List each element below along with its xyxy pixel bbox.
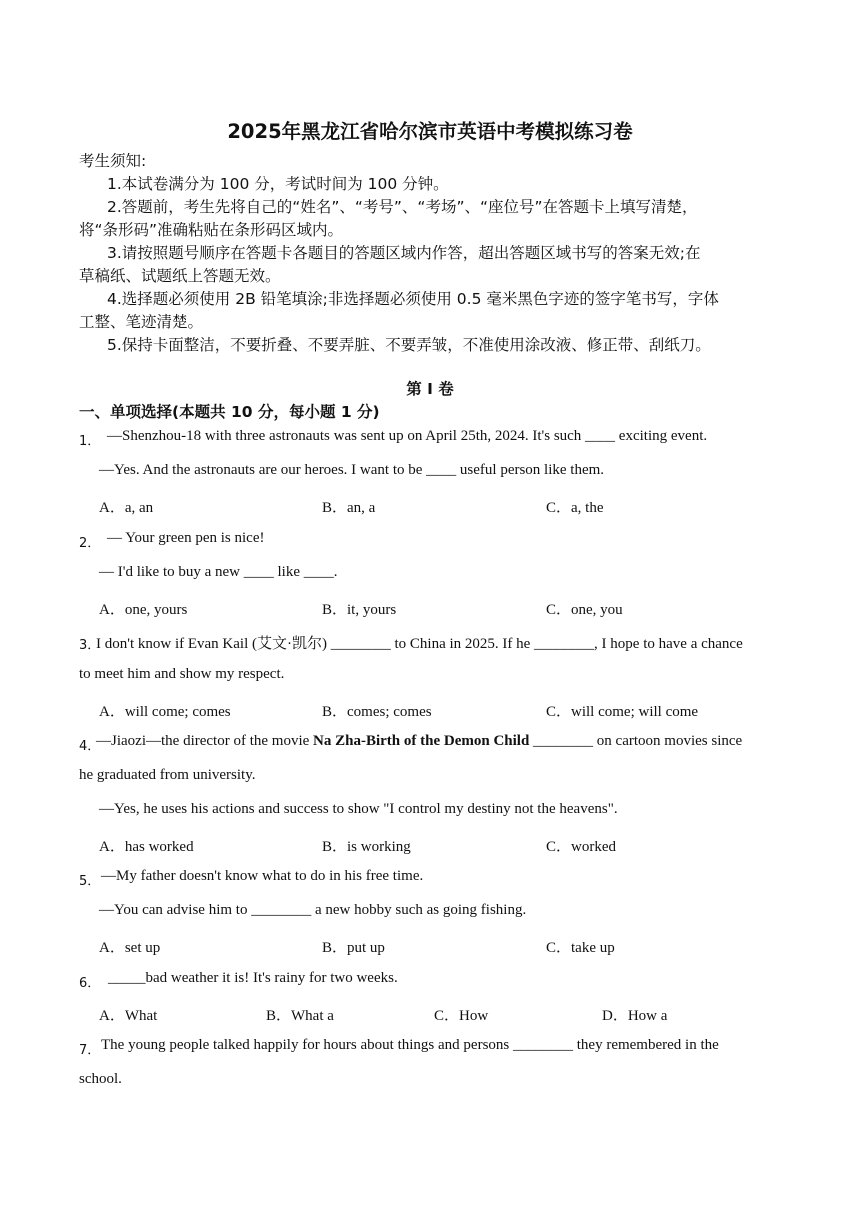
notice-rule-4: 4.选择题必须使用 2B 铅笔填涂;非选择题必须使用 0.5 毫米黑色字迹的签字笔书写，字体 bbox=[107, 290, 719, 308]
option-a[interactable]: A．set up bbox=[99, 940, 161, 956]
question-text: _____bad weather it is! It's rainy for two weeks. bbox=[108, 970, 398, 986]
movie-title: Na Zha-Birth of the Demon Child bbox=[313, 733, 530, 749]
question-text bbox=[96, 733, 742, 750]
option-b[interactable]: B．it, yours bbox=[322, 602, 397, 618]
question-text: I don't know if Evan Kail (艾文·凯尔) ________ to China in 2025. If he ________, I hope to have a chance bbox=[96, 636, 743, 652]
question-text: The young people talked happily for hours about things and persons ________ they remembered in the bbox=[101, 1037, 719, 1053]
option-a[interactable]: A．What bbox=[99, 1008, 158, 1024]
question-text: —Shenzhou-18 with three astronauts was sent up on April 25th, 2024. It's such ____ exciting event. bbox=[107, 428, 708, 444]
volume-label: 第 I 卷 bbox=[406, 380, 454, 398]
notice-rule-5: 5.保持卡面整洁，不要折叠、不要弄脏、不要弄皱，不准使用涂改液、修正带、刮纸刀。 bbox=[107, 336, 711, 354]
question-text: —My father doesn't know what to do in his free time. bbox=[101, 868, 424, 884]
option-b[interactable]: B．What a bbox=[266, 1008, 334, 1024]
question-text-part: —Jiaozi—the director of the movie bbox=[96, 733, 314, 749]
question-number: 3． bbox=[79, 638, 101, 653]
question-text-line2: school. bbox=[79, 1071, 122, 1087]
notice-heading: 考生须知: bbox=[79, 152, 147, 170]
option-b[interactable]: B．is working bbox=[322, 839, 411, 855]
question-text-line2: —You can advise him to ________ a new hobby such as going fishing. bbox=[99, 902, 527, 918]
question-text-line3: —Yes, he uses his actions and success to show "I control my destiny not the heavens". bbox=[99, 801, 618, 817]
question-number: 1． bbox=[79, 434, 101, 449]
option-a[interactable]: A．has worked bbox=[99, 839, 194, 855]
page-title: 2025年黑龙江省哈尔滨市英语中考模拟练习卷 bbox=[227, 120, 633, 143]
option-c[interactable]: C．will come; will come bbox=[546, 704, 699, 720]
question-number: 4． bbox=[79, 739, 101, 754]
notice-rule-2: 2.答题前，考生先将自己的“姓名”、“考号”、“考场”、“座位号”在答题卡上填写清楚， bbox=[107, 198, 698, 216]
question-number: 6． bbox=[79, 976, 101, 991]
question-text-part: ________ on cartoon movies since bbox=[529, 733, 743, 749]
option-b[interactable]: B．put up bbox=[322, 940, 385, 956]
question-number: 5． bbox=[79, 874, 101, 889]
option-a[interactable]: A．one, yours bbox=[99, 602, 188, 618]
question-text-line2: he graduated from university. bbox=[79, 767, 256, 783]
question-text-line2: to meet him and show my respect. bbox=[79, 666, 285, 682]
question-text: — Your green pen is nice! bbox=[107, 530, 265, 546]
notice-rule-3: 3.请按照题号顺序在答题卡各题目的答题区域内作答，超出答题区域书写的答案无效;在 bbox=[107, 244, 701, 262]
option-c[interactable]: C．one, you bbox=[546, 602, 623, 618]
question-number: 2． bbox=[79, 536, 101, 551]
notice-rule-2-cont: 将“条形码”准确粘贴在条形码区域内。 bbox=[79, 221, 344, 239]
option-c[interactable]: C．take up bbox=[546, 940, 615, 956]
notice-rule-3-cont: 草稿纸、试题纸上答题无效。 bbox=[79, 267, 281, 285]
option-a[interactable]: A．a, an bbox=[99, 500, 154, 516]
question-text-line2: —Yes. And the astronauts are our heroes. I want to be ____ useful person like them. bbox=[99, 462, 605, 478]
option-c[interactable]: C．a, the bbox=[546, 500, 604, 516]
option-b[interactable]: B．comes; comes bbox=[322, 704, 432, 720]
section-heading: 一、单项选择(本题共 10 分，每小题 1 分) bbox=[79, 403, 380, 421]
option-a[interactable]: A．will come; comes bbox=[99, 704, 231, 720]
notice-rule-4-cont: 工整、笔迹清楚。 bbox=[79, 313, 204, 331]
question-text-line2: — I'd like to buy a new ____ like ____. bbox=[99, 564, 338, 580]
option-c[interactable]: C．worked bbox=[546, 839, 616, 855]
notice-rule-1: 1.本试卷满分为 100 分，考试时间为 100 分钟。 bbox=[107, 175, 449, 193]
question-number: 7． bbox=[79, 1043, 101, 1058]
option-d[interactable]: D．How a bbox=[602, 1008, 668, 1024]
option-b[interactable]: B．an, a bbox=[322, 500, 376, 516]
option-c[interactable]: C．How bbox=[434, 1008, 489, 1024]
